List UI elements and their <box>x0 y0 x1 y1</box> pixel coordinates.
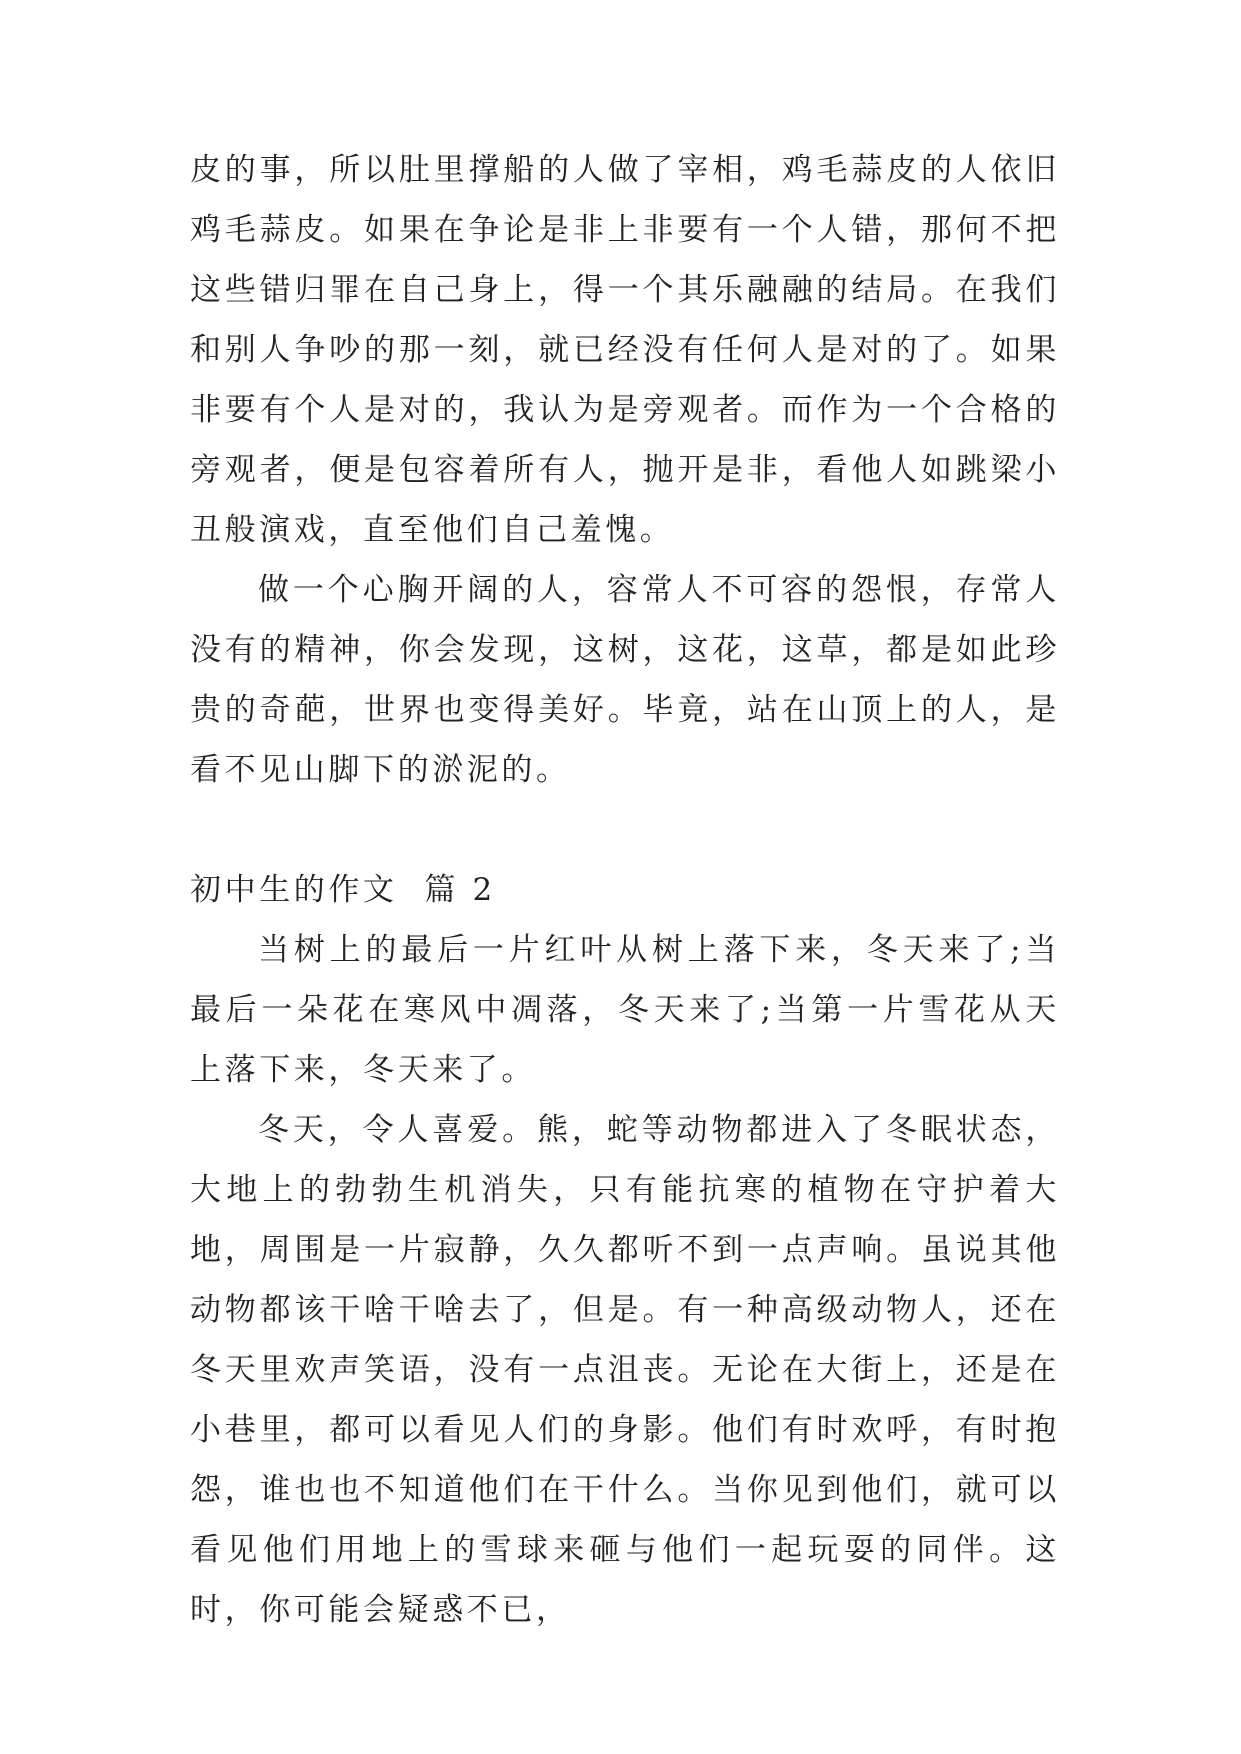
section-heading: 初中生的作文 篇 2 <box>190 872 496 908</box>
paragraph-continued: 皮的事，所以肚里撑船的人做了宰相，鸡毛蒜皮的人依旧鸡毛蒜皮。如果在争论是非上非要有一个人错，那何不把这些错归罪在自己身上，得一个其乐融融的结局。在我们和别人争吵的那一刻，就已经没有任何人是对的了。如果非要有个人是对的，我认为是旁观者。而作为一个合格的旁观者，便是包容着所有人，抛开是非，看他人如跳梁小丑般演戏，直至他们自己羞愧。 <box>190 152 1060 548</box>
paragraph-winter-body: 冬天，令人喜爱。熊，蛇等动物都进入了冬眠状态，大地上的勃勃生机消失，只有能抗寒的植物在守护着大地，周围是一片寂静，久久都听不到一点声响。虽说其他动物都该干啥干啥去了，但是。有一种高级动物人，还在冬天里欢声笑语，没有一点沮丧。无论在大街上，还是在小巷里，都可以看见人们的身影。他们有时欢呼，有时抱怨，谁也也不知道他们在干什么。当你见到他们，就可以看见他们用地上的雪球来砸与他们一起玩耍的同伴。这时，你可能会疑惑不已， <box>190 1112 1060 1628</box>
document-body <box>190 140 1060 1640</box>
section-spacer <box>190 800 1060 860</box>
paragraph-winter-intro: 当树上的最后一片红叶从树上落下来，冬天来了;当最后一朵花在寒风中凋落，冬天来了;当第一片雪花从天上落下来，冬天来了。 <box>190 932 1060 1088</box>
paragraph-conclusion: 做一个心胸开阔的人，容常人不可容的怨恨，存常人没有的精神，你会发现，这树，这花，这草，都是如此珍贵的奇葩，世界也变得美好。毕竟，站在山顶上的人，是看不见山脚下的淤泥的。 <box>190 572 1060 788</box>
